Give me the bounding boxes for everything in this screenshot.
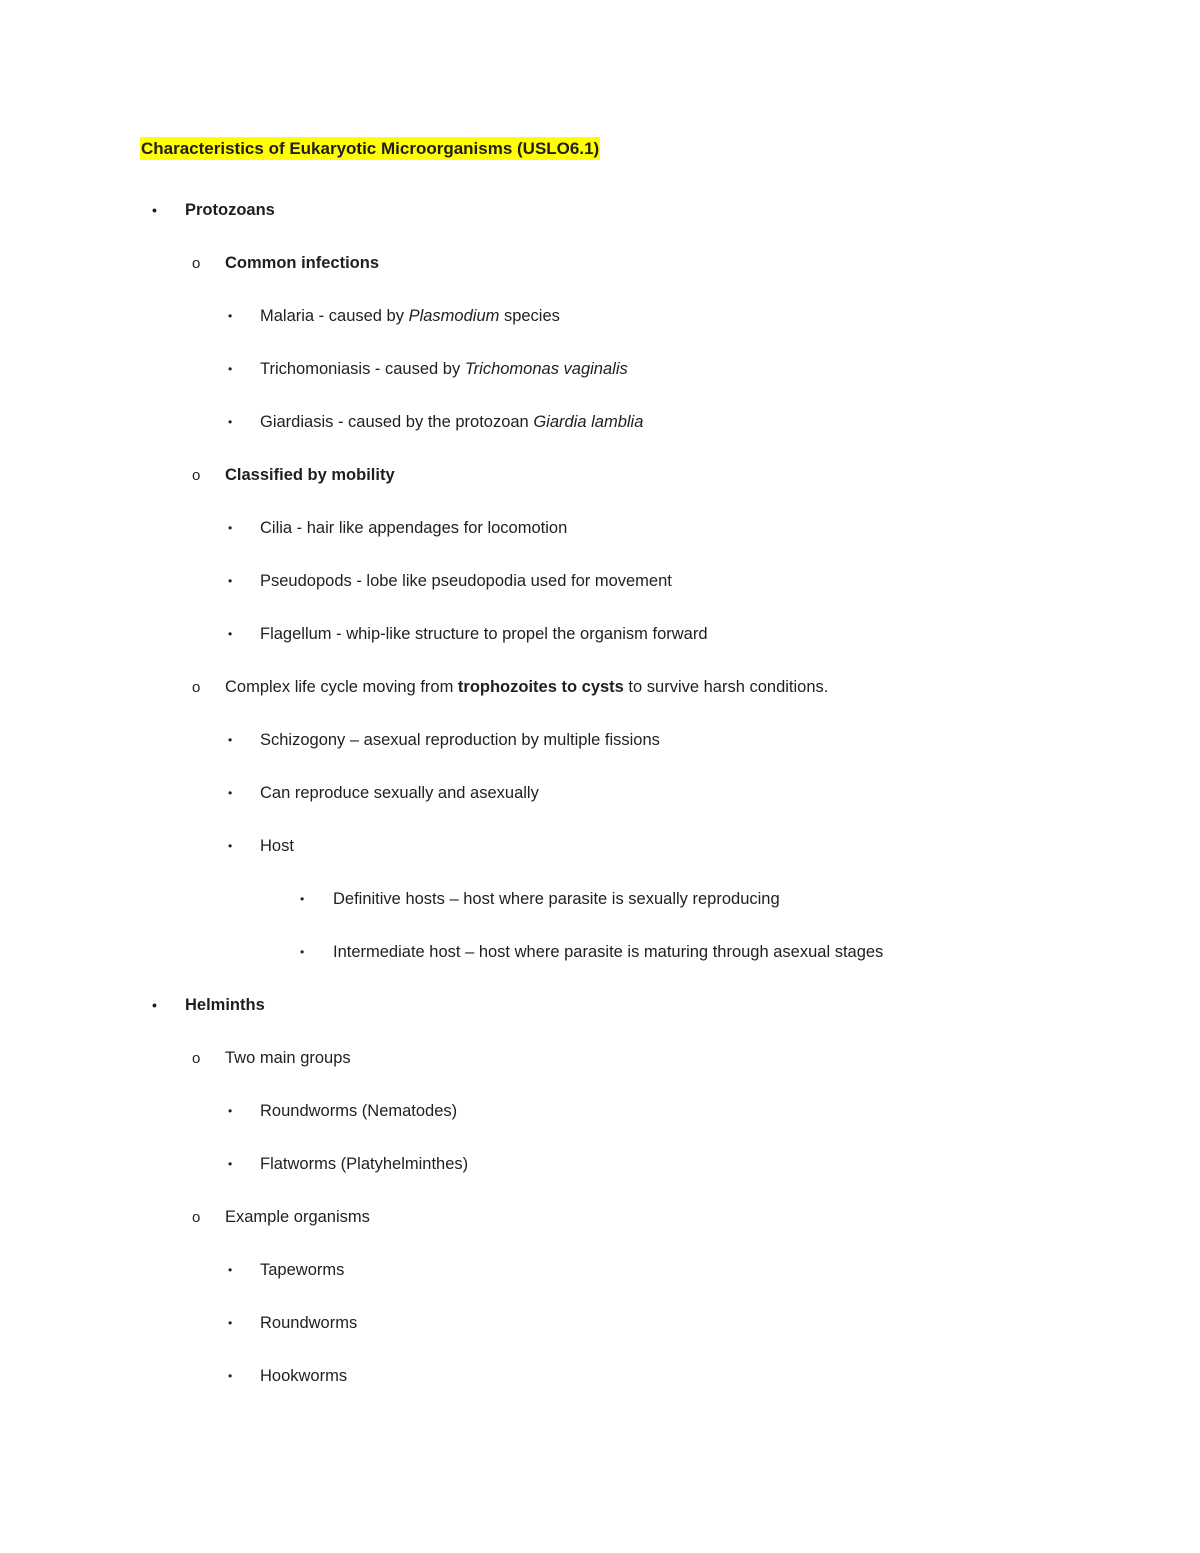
- list-item-label: Cilia - hair like appendages for locomotion: [260, 519, 568, 537]
- list-item-label: Schizogony – asexual reproduction by multiple fissions: [260, 731, 660, 749]
- bullet-icon: •: [152, 202, 157, 218]
- bullet-icon: •: [228, 627, 233, 641]
- bullet-icon: •: [228, 786, 233, 800]
- list-item-roundworms-nematodes: [140, 1101, 1110, 1122]
- bullet-icon: •: [228, 733, 233, 747]
- bullet-icon: •: [228, 574, 233, 588]
- list-item-label: Can reproduce sexually and asexually: [260, 784, 539, 802]
- list-item-hookworms: [140, 1366, 1110, 1387]
- list-item-cilia: [140, 518, 1110, 539]
- bullet-icon: •: [300, 892, 305, 906]
- list-item-label: Protozoans: [185, 201, 275, 219]
- list-item-definitive-hosts: [140, 889, 1110, 910]
- list-item-reproduction: [140, 783, 1110, 804]
- bullet-icon: o: [192, 1050, 201, 1067]
- list-item-intermediate-host: [140, 942, 1110, 963]
- list-item-label: Helminths: [185, 996, 265, 1014]
- bullet-icon: •: [228, 839, 233, 853]
- bullet-icon: •: [228, 1263, 233, 1277]
- list-item-host: [140, 836, 1110, 857]
- bullet-icon: o: [192, 679, 201, 696]
- list-item-label: Classified by mobility: [225, 466, 395, 484]
- list-item-tapeworms: [140, 1260, 1110, 1281]
- bullet-icon: •: [228, 415, 233, 429]
- list-item-giardiasis: [140, 412, 1110, 433]
- list-item-label: Malaria - caused by Plasmodium species: [260, 307, 560, 325]
- list-item-classified-by-mobility: [140, 465, 1110, 486]
- bullet-icon: •: [228, 362, 233, 376]
- list-item-label: Common infections: [225, 254, 380, 272]
- list-item-schizogony: [140, 730, 1110, 751]
- list-item-roundworms: [140, 1313, 1110, 1334]
- list-item-label: Flatworms (Platyhelminthes): [260, 1155, 469, 1173]
- list-item-label: Roundworms (Nematodes): [260, 1102, 458, 1120]
- list-item-label: Example organisms: [225, 1208, 370, 1226]
- list-item-label: Tapeworms: [260, 1261, 345, 1279]
- list-item-label: Flagellum - whip-like structure to propel the organism forward: [260, 625, 708, 643]
- list-item-label: Trichomoniasis - caused by Trichomonas vaginalis: [260, 360, 628, 378]
- list-item-flatworms: [140, 1154, 1110, 1175]
- list-item-trichomoniasis: [140, 359, 1110, 380]
- bullet-icon: •: [228, 1369, 233, 1383]
- list-item-two-main-groups: [140, 1048, 1110, 1069]
- list-item-label: Giardiasis - caused by the protozoan Giardia lamblia: [260, 413, 644, 431]
- bullet-icon: •: [228, 1316, 233, 1330]
- bullet-icon: o: [192, 1209, 201, 1226]
- bullet-icon: o: [192, 467, 201, 484]
- list-item-protozoans: [140, 200, 1110, 221]
- bullet-icon: •: [300, 945, 305, 959]
- list-item-pseudopods: [140, 571, 1110, 592]
- list-item-helminths: [140, 995, 1110, 1016]
- list-item-label: Intermediate host – host where parasite is maturing through asexual stages: [333, 943, 884, 961]
- list-item-label: Two main groups: [225, 1049, 351, 1067]
- bullet-icon: o: [192, 255, 201, 272]
- list-item-complex-life-cycle: [140, 677, 1110, 698]
- list-item-malaria: [140, 306, 1110, 327]
- bullet-icon: •: [228, 1104, 233, 1118]
- bullet-icon: •: [228, 521, 233, 535]
- bullet-icon: •: [228, 1157, 233, 1171]
- list-item-label: Complex life cycle moving from trophozoites to cysts to survive harsh conditions.: [225, 678, 829, 696]
- highlighted-title-text: Characteristics of Eukaryotic Microorganisms (USLO6.1): [141, 139, 600, 158]
- list-item-example-organisms: [140, 1207, 1110, 1228]
- list-item-common-infections: [140, 253, 1110, 274]
- list-item-flagellum: [140, 624, 1110, 645]
- list-item-label: Pseudopods - lobe like pseudopodia used for movement: [260, 572, 672, 590]
- list-item-label: Hookworms: [260, 1367, 348, 1385]
- list-item-label: Definitive hosts – host where parasite is sexually reproducing: [333, 890, 780, 908]
- list-item-label: Roundworms: [260, 1314, 358, 1332]
- bullet-icon: •: [152, 997, 157, 1013]
- bullet-icon: •: [228, 309, 233, 323]
- list-item-label: Host: [260, 837, 294, 855]
- page-title: [140, 138, 1110, 160]
